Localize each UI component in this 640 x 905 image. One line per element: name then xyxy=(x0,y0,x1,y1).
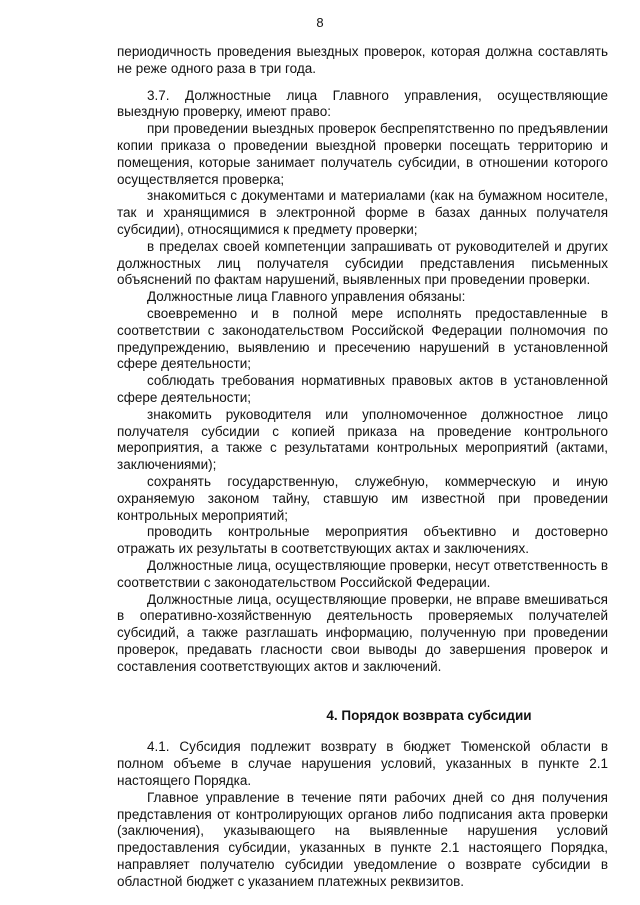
spacer xyxy=(117,725,608,739)
paragraph-prohibition: Должностные лица, осуществляющие проверки, не вправе вмешиваться в оперативно-хозяйственную деятельность проверяемых получателей субсидий, а также разглашать информацию, полученную при проведении проверок, предавать гласности свои выводы до завершения проверок и составления соответствующих актов и заключений. xyxy=(117,591,608,674)
document-body xyxy=(117,44,608,891)
paragraph-obligation-powers: своевременно и в полной мере исполнять предоставленные в соответствии с законодательством Российской Федерации полномочия по предупреждению, выявлению и пресечению нарушений в установленной сфере деятельности; xyxy=(117,305,608,372)
paragraph-responsibility: Должностные лица, осуществляющие проверки, несут ответственность в соответствии с законодательством Российской Федерации. xyxy=(117,557,608,590)
paragraph-right-request: в пределах своей компетенции запрашивать от руководителей и других должностных лиц получателя субсидии представления письменных объяснений по фактам нарушений, выявленных при проведении проверки. xyxy=(117,238,608,288)
paragraph-continuation: периодичность проведения выездных проверок, которая должна составлять не реже одного раза в три года. xyxy=(117,44,608,76)
paragraph-obligation-requirements: соблюдать требования нормативных правовых актов в установленной сфере деятельности; xyxy=(117,373,608,405)
paragraph-obligation-acquaint: знакомить руководителя или уполномоченное должностное лицо получателя субсидии с копией приказа на проведение контрольного мероприятия, а также с результатами контрольных мероприятий (актами, заключениями); xyxy=(117,406,608,473)
spacer xyxy=(117,78,608,88)
paragraph-obligations-heading: Должностные лица Главного управления обязаны: xyxy=(147,289,466,305)
spacer xyxy=(117,675,608,707)
section-4-title: 4. Порядок возврата субсидии xyxy=(326,708,532,724)
paragraph-right-visit: при проведении выездных проверок беспрепятственно по предъявлении копии приказа о проведении выездной проверки посещать территорию и помещения, которые занимает получатель субсидии, в отношении которого осуществляется проверка; xyxy=(117,121,608,187)
paragraph-4-1: 4.1. Субсидия подлежит возврату в бюджет Тюменской области в полном объеме в случае нарушения условий, указанных в пункте 2.1 настоящего Порядка. xyxy=(117,739,608,789)
paragraph-3-7-heading: 3.7. Должностные лица Главного управления, осуществляющие выездную проверку, имеют право: xyxy=(117,87,608,120)
page-number: 8 xyxy=(316,15,324,30)
paragraph-obligation-secret: сохранять государственную, служебную, коммерческую и иную охраняемую законом тайну, ставшую им известной при проведении контрольных мероприятий; xyxy=(117,473,608,523)
paragraph-right-documents: знакомиться с документами и материалами (как на бумажном носителе, так и хранящимися в электронной форме в базах данных получателя субсидии), относящимися к предмету проверки; xyxy=(117,188,608,237)
paragraph-4-1-notice: Главное управление в течение пяти рабочих дней со дня получения представления от контролирующих органов либо подписания акта проверки (заключения), указывающего на выявленные нарушения условий предоставления субсидии, указанных в пункте 2.1 настоящего Порядка, направляет получателю субсидии уведомление о возврате субсидии в областной бюджет с указанием платежных реквизитов. xyxy=(117,789,608,889)
paragraph-obligation-objective: проводить контрольные мероприятия объективно и достоверно отражать их результаты в соответствующих актах и заключениях. xyxy=(117,524,608,557)
